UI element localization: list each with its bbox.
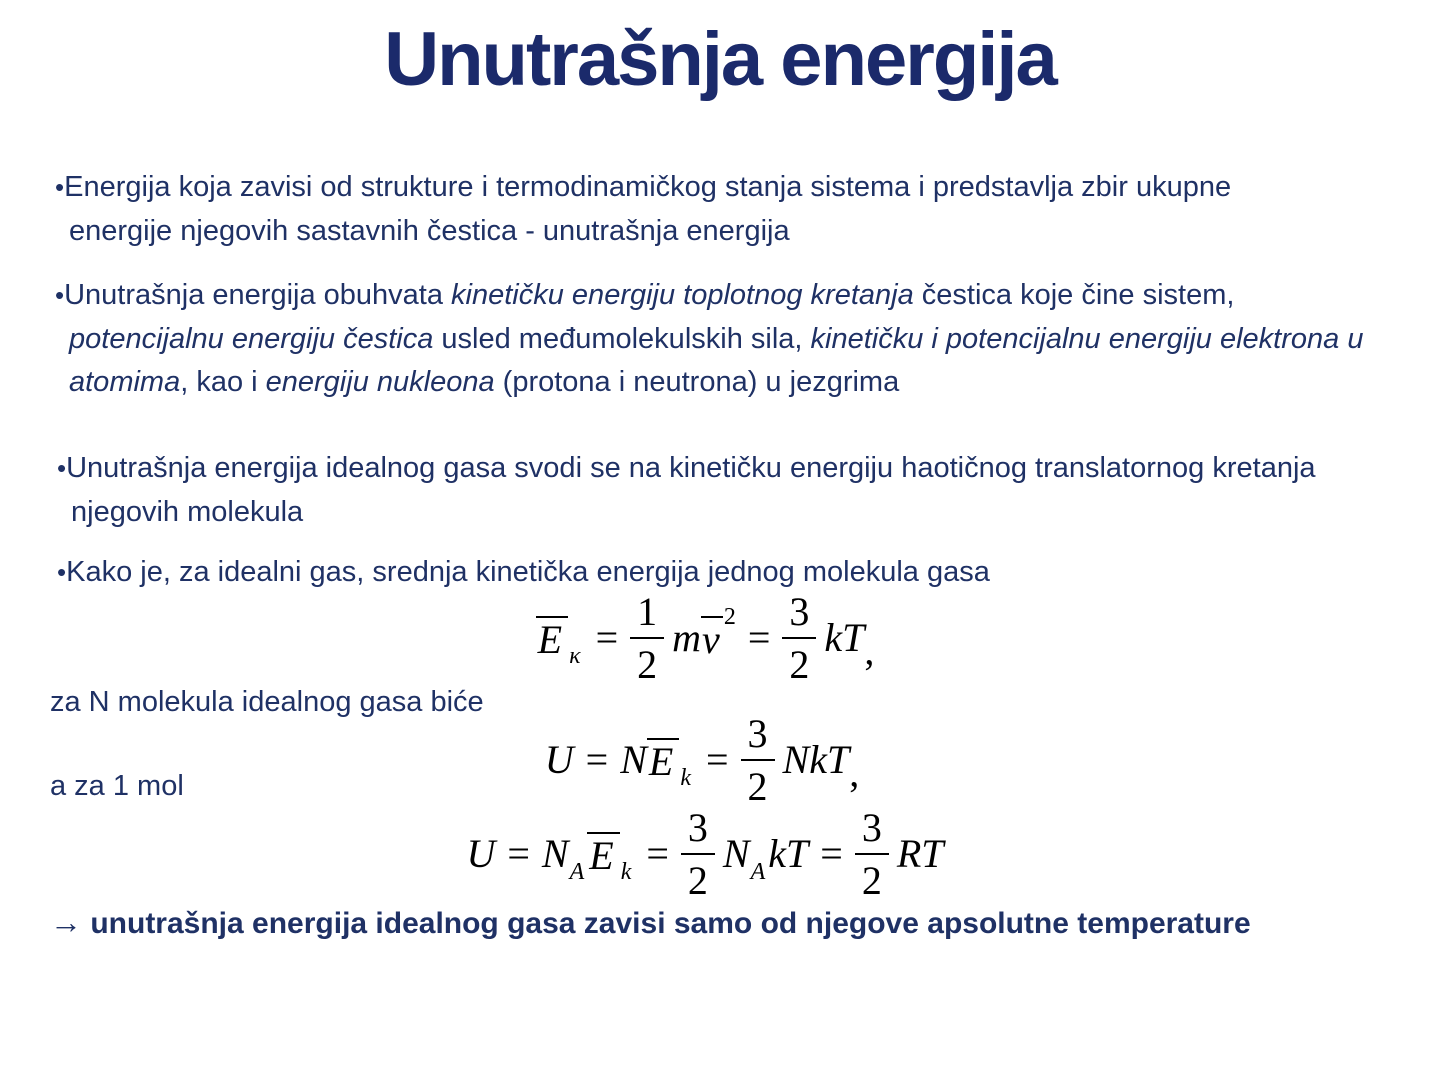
math-u: U [466,831,496,876]
bullet-marker: • [57,557,67,587]
math-fraction-numerator: 3 [747,710,768,756]
math-u: U [544,737,574,782]
math-fraction-three-halves [681,806,715,902]
conclusion-text: unutrašnja energija idealnog gasa zavisi samo od njegove apsolutne temperature [90,907,1251,940]
math-fraction-denominator: 2 [855,853,889,902]
bullet-item-4 [57,551,1357,595]
math-nkt: NkT [782,737,850,782]
math-comma: , [864,628,875,673]
math-e-subscript: k [620,859,632,885]
math-v-bar: v [701,616,723,660]
math-e-bar: E [587,832,619,876]
math-e-subscript: κ [569,643,581,669]
math-comma: , [849,750,860,795]
bullet-item-3 [57,447,1387,534]
math-kt: kT [768,831,809,876]
math-fraction-numerator: 3 [861,804,882,850]
math-fraction-one-half [630,590,664,686]
math-fraction-three-halves [782,590,816,686]
math-n: N [620,737,647,782]
bullet-2-seg5: usled međumolekulskih sila, [433,322,811,355]
bullet-2-seg3: čestica koje čine sistem, [913,279,1235,311]
bullet-2-seg4-italic: potencijalnu energiju čestica [69,322,434,355]
bullet-2-seg9: (protona i neutrona) u jezgrima [494,366,900,398]
bullet-4-text: Kako je, za idealni gas, srednja kinetička energija jednog molekula gasa [66,556,990,588]
math-equals: = [585,737,609,782]
math-na-subscript: A [750,859,766,885]
math-na: N [541,831,569,876]
math-equals: = [705,737,729,782]
math-equals: = [820,831,843,876]
conclusion-line [50,898,1390,946]
bullet-item-2 [55,274,1375,405]
text-za-n-molekula: za N molekula idealnog gasa biće [50,686,484,718]
math-e-subscript: k [680,765,691,791]
math-na: N [722,831,750,876]
math-equals: = [747,615,771,660]
math-equals: = [507,831,530,876]
bullet-item-1 [55,166,1310,253]
math-kt: kT [824,615,865,660]
math-fraction-numerator: 3 [789,588,810,634]
math-na-subscript: A [569,859,585,885]
math-rt: RT [896,831,944,876]
math-fraction-three-halves [741,712,775,808]
math-equals: = [646,831,669,876]
math-equals: = [595,615,619,660]
bullet-2-seg2-italic: kinetičku energiju toplotnog kretanja [451,279,914,311]
bullet-2-seg1: Unutrašnja energija obuhvata [64,279,452,311]
math-fraction-denominator: 2 [681,853,715,902]
bullet-3-text: Unutrašnja energija idealnog gasa svodi se na kinetičku energiju haotičnog translatornog kretanja njegovih molekula [66,452,1316,528]
math-mass: m [672,615,702,660]
bullet-2-seg8-italic: energiju nukleona [265,366,495,398]
math-fraction-denominator: 2 [630,637,664,686]
math-fraction-numerator: 3 [687,804,708,850]
formula-mean-kinetic-energy [0,590,1425,686]
bullet-marker: • [57,453,67,483]
bullet-1-text: Energija koja zavisi od strukture i termodinamičkog stanja sistema i predstavlja zbir ukupne energije njegovih sastavnih čestica - unutrašnja energija [64,171,1232,247]
bullet-marker: • [55,280,65,310]
math-fraction-denominator: 2 [741,759,775,808]
slide-title: Unutrašnja energija [384,17,1056,102]
arrow-right-icon: → [50,904,82,940]
bullet-marker: • [55,172,65,202]
math-fraction-numerator: 1 [637,588,658,634]
formula-internal-energy-one-mol [0,806,1425,902]
bullet-2-seg6-italic: kinetičku i potencijalnu energiju elektrona u atomima [69,322,1364,398]
bullet-2-seg7: , kao i [180,366,266,398]
math-fraction-denominator: 2 [782,637,816,686]
math-e-bar: E [536,616,568,660]
text-a-za-1-mol: a za 1 mol [50,770,184,802]
math-fraction-three-halves [855,806,889,902]
math-v-superscript: 2 [723,604,736,630]
math-e-bar: E [647,738,679,782]
